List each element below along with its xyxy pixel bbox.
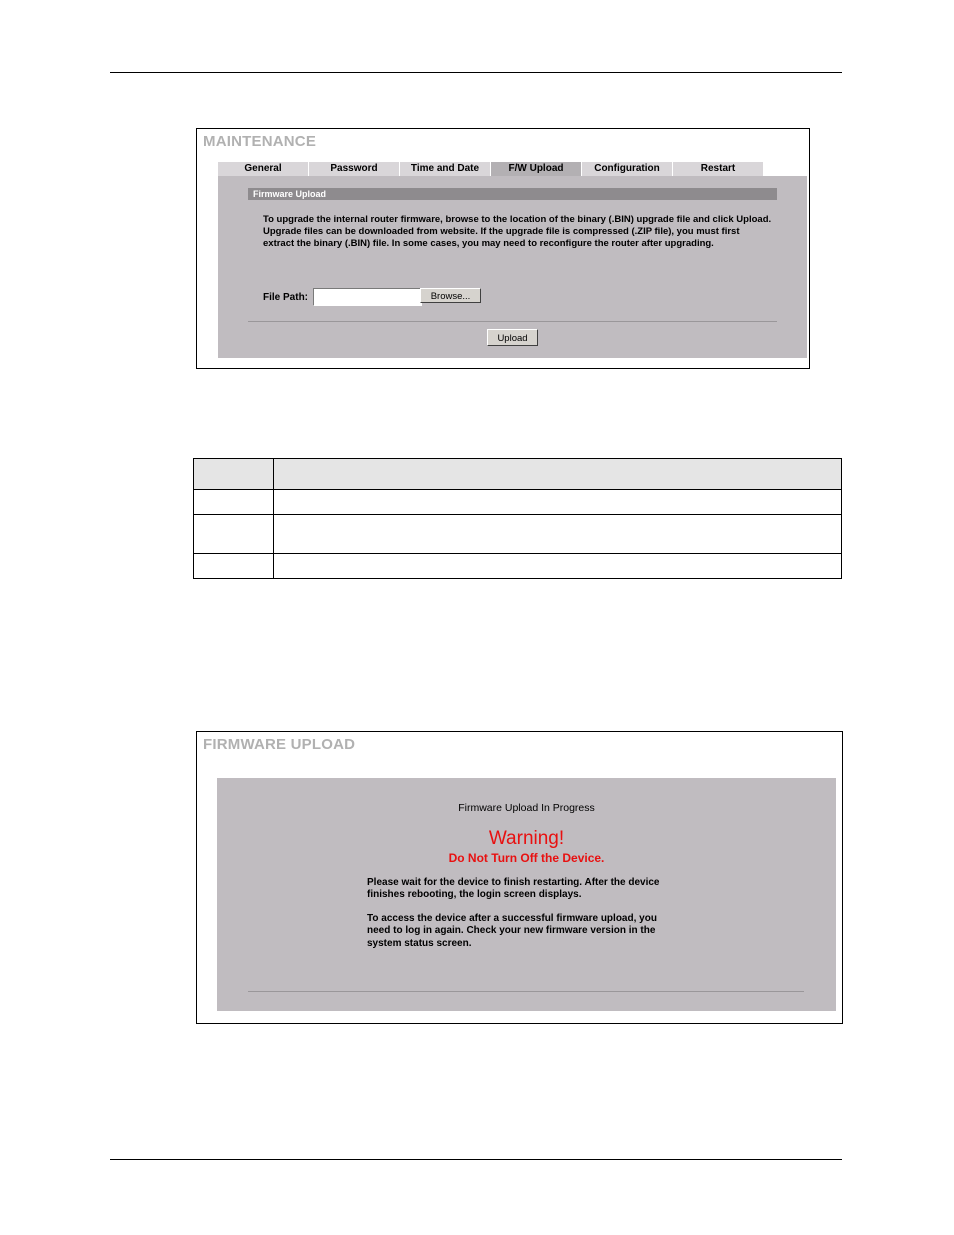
table-row: [194, 554, 842, 579]
progress-text: Firmware Upload In Progress: [458, 802, 595, 814]
tab-password[interactable]: Password: [309, 162, 399, 176]
table-header-row: [194, 459, 842, 490]
content-panel: [217, 778, 836, 1011]
bottom-rule: [110, 1159, 842, 1160]
top-rule: [110, 72, 842, 73]
divider: [248, 321, 777, 322]
content-panel: [218, 176, 807, 358]
restart-message: Please wait for the device to finish restarting. After the device finishes rebooting, the login screen displays.: [367, 877, 660, 901]
section-title: Firmware Upload: [248, 188, 777, 200]
file-path-input[interactable]: [313, 288, 422, 306]
firmware-upload-screenshot: [196, 731, 843, 1024]
table-cell: [274, 554, 842, 579]
table-header-cell: [194, 459, 274, 490]
page-title: MAINTENANCE: [203, 133, 317, 150]
table-row: [194, 515, 842, 554]
file-path-label: File Path:: [263, 292, 309, 303]
table-cell: [274, 490, 842, 515]
tab-fw-upload[interactable]: F/W Upload: [491, 162, 581, 176]
upload-button[interactable]: Upload: [487, 329, 538, 346]
tab-restart[interactable]: Restart: [673, 162, 763, 176]
tab-time-and-date[interactable]: Time and Date: [400, 162, 490, 176]
table-cell: [274, 515, 842, 554]
table-header-cell: [274, 459, 842, 490]
warning-subtitle: Do Not Turn Off the Device.: [448, 851, 605, 865]
table-cell: [194, 554, 274, 579]
tab-bar: [218, 162, 764, 176]
login-again-message: To access the device after a successful firmware upload, you need to log in again. Check your new firmware version in the system status screen.: [367, 913, 657, 949]
tab-configuration[interactable]: Configuration: [582, 162, 672, 176]
page-title: FIRMWARE UPLOAD: [203, 736, 356, 753]
maintenance-screenshot: [196, 128, 810, 369]
description-table: [193, 458, 842, 579]
divider: [248, 991, 804, 992]
upgrade-instructions: To upgrade the internal router firmware, browse to the location of the binary (.BIN) upgrade file and click Upload. Upgrade files can be downloaded from website. If the upgrade file is compressed (.ZIP file), you must first extract the binary (.BIN) file. In some cases, you may need to reconfigure the router after upgrading.: [263, 214, 772, 250]
warning-title: Warning!: [488, 828, 565, 849]
browse-button[interactable]: Browse...: [420, 288, 481, 303]
table-cell: [194, 515, 274, 554]
table-cell: [194, 490, 274, 515]
tab-general[interactable]: General: [218, 162, 308, 176]
table-row: [194, 490, 842, 515]
